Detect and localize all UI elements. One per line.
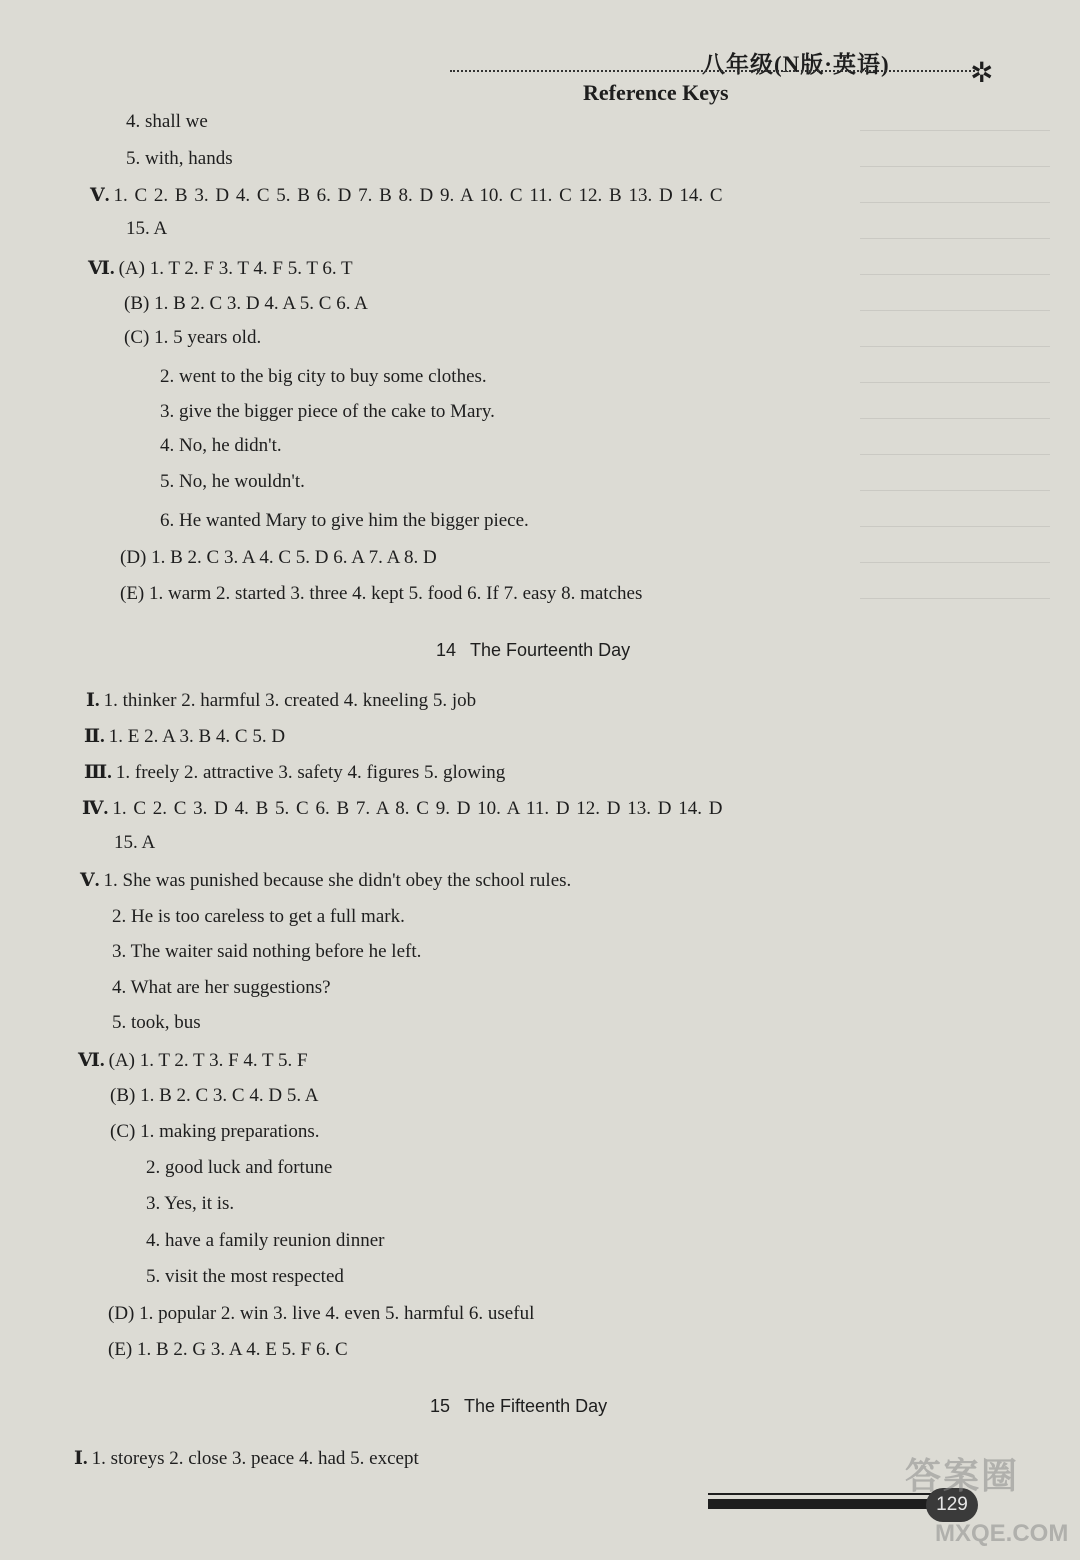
answer-line: Ⅳ. 1. C 2. C 3. D 4. B 5. C 6. B 7. A 8. C 9. D 10. A 11. D 12. D 13. D 14. D bbox=[82, 798, 723, 819]
answer-line: 3. Yes, it is. bbox=[146, 1193, 235, 1214]
answer-line: Ⅰ. 1. thinker 2. harmful 3. created 4. kneeling 5. job bbox=[86, 690, 477, 711]
roman-numeral: Ⅴ. bbox=[80, 870, 100, 891]
answer-line: 3. give the bigger piece of the cake to Mary. bbox=[160, 401, 495, 422]
section-title-text: The Fifteenth Day bbox=[464, 1396, 608, 1416]
roman-numeral: Ⅰ. bbox=[74, 1448, 88, 1469]
answer-line: (E) 1. warm 2. started 3. three 4. kept 5. food 6. If 7. easy 8. matches bbox=[120, 583, 643, 604]
watermark-url: MXQE.COM bbox=[935, 1520, 1069, 1547]
answer-line: 5. took, bus bbox=[112, 1012, 201, 1033]
answer-line: 5. with, hands bbox=[126, 148, 233, 169]
answer-line: 4. have a family reunion dinner bbox=[146, 1230, 385, 1251]
answer-line: 2. went to the big city to buy some clothes. bbox=[160, 366, 487, 387]
answer-line: (D) 1. B 2. C 3. A 4. C 5. D 6. A 7. A 8. D bbox=[120, 547, 437, 568]
footer-rule-thin bbox=[708, 1493, 938, 1495]
answer-line: 15. A bbox=[126, 218, 168, 239]
answer-line: (B) 1. B 2. C 3. C 4. D 5. A bbox=[110, 1085, 319, 1106]
answer-line: Ⅵ. (A) 1. T 2. T 3. F 4. T 5. F bbox=[78, 1050, 308, 1071]
roman-numeral: Ⅱ. bbox=[84, 726, 105, 747]
answer-line: (D) 1. popular 2. win 3. live 4. even 5. harmful 6. useful bbox=[108, 1303, 535, 1324]
answer-line: 5. No, he wouldn't. bbox=[160, 471, 305, 492]
answer-line: 4. What are her suggestions? bbox=[112, 977, 331, 998]
answer-line: Ⅴ. 1. C 2. B 3. D 4. C 5. B 6. D 7. B 8. D 9. A 10. C 11. C 12. B 13. D 14. C bbox=[90, 185, 723, 206]
answer-line: (C) 1. 5 years old. bbox=[124, 327, 262, 348]
footer-rule bbox=[708, 1499, 938, 1509]
answer-line: Ⅱ. 1. E 2. A 3. B 4. C 5. D bbox=[84, 726, 286, 747]
answer-line: (E) 1. B 2. G 3. A 4. E 5. F 6. C bbox=[108, 1339, 348, 1360]
roman-numeral: Ⅳ. bbox=[82, 798, 109, 819]
section-title-text: The Fourteenth Day bbox=[470, 640, 631, 660]
star-ornament-icon: ✲ bbox=[970, 58, 994, 89]
answer-line: (C) 1. making preparations. bbox=[110, 1121, 320, 1142]
roman-numeral: Ⅲ. bbox=[84, 762, 112, 783]
bleed-through-decoration bbox=[860, 130, 1050, 610]
answer-line: (B) 1. B 2. C 3. D 4. A 5. C 6. A bbox=[124, 293, 368, 314]
grade-label: 八年级(N版·英语) bbox=[702, 52, 890, 77]
section-number: 14 bbox=[436, 640, 457, 660]
answer-line: 2. He is too careless to get a full mark. bbox=[112, 906, 405, 927]
answer-line: 4. shall we bbox=[126, 111, 208, 132]
roman-numeral: Ⅴ. bbox=[90, 185, 110, 206]
answer-line: Ⅲ. 1. freely 2. attractive 3. safety 4. figures 5. glowing bbox=[84, 762, 506, 783]
header-dotted-rule bbox=[450, 70, 975, 72]
answer-line: 3. The waiter said nothing before he left. bbox=[112, 941, 422, 962]
section-number: 15 bbox=[430, 1396, 451, 1416]
page-number: 129 bbox=[926, 1488, 978, 1522]
watermark-logo: 答案圈 bbox=[905, 1455, 1020, 1496]
answer-line: 6. He wanted Mary to give him the bigger piece. bbox=[160, 510, 529, 531]
roman-numeral: Ⅵ. bbox=[78, 1050, 105, 1071]
answer-line: 15. A bbox=[114, 832, 156, 853]
answer-line: Ⅵ. (A) 1. T 2. F 3. T 4. F 5. T 6. T bbox=[88, 258, 353, 279]
section-heading: Reference Keys bbox=[583, 80, 729, 105]
roman-numeral: Ⅰ. bbox=[86, 690, 100, 711]
answer-line: Ⅴ. 1. She was punished because she didn't obey the school rules. bbox=[80, 870, 572, 891]
section-title-14 bbox=[436, 640, 630, 661]
answer-line: 2. good luck and fortune bbox=[146, 1157, 333, 1178]
page-header bbox=[450, 44, 1010, 114]
answer-line: 4. No, he didn't. bbox=[160, 435, 282, 456]
roman-numeral: Ⅵ. bbox=[88, 258, 115, 279]
answer-line: Ⅰ. 1. storeys 2. close 3. peace 4. had 5. except bbox=[74, 1448, 419, 1469]
section-title-15 bbox=[430, 1396, 607, 1417]
answer-line: 5. visit the most respected bbox=[146, 1266, 344, 1287]
